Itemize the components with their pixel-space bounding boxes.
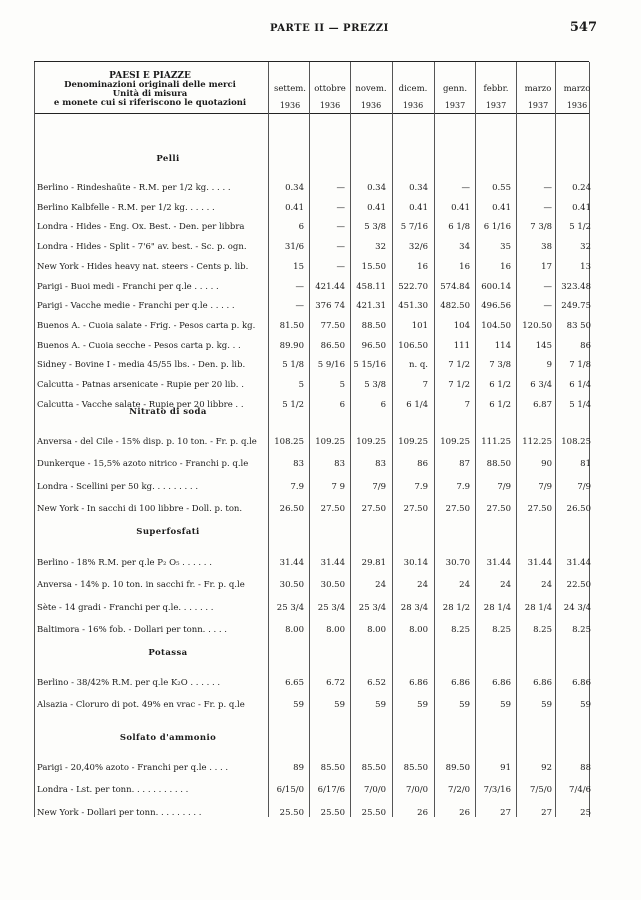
price-cell: 120.50 — [522, 320, 552, 331]
price-cell: 28 1/2 — [442, 602, 470, 613]
price-cell: 109.25 — [440, 437, 470, 447]
section-title: Pelli — [156, 154, 180, 164]
price-cell: 81.50 — [279, 320, 304, 331]
price-cell: 30.50 — [320, 580, 345, 591]
month-header: marzo — [563, 84, 591, 94]
price-cell: — — [295, 281, 304, 292]
price-cell: 24 — [541, 580, 552, 591]
price-cell: 59 — [375, 700, 386, 711]
price-cell: 7.9 — [456, 481, 470, 492]
table-header-rule — [34, 113, 589, 114]
price-cell: 0.41 — [367, 202, 386, 213]
row-label: Parigi - Buoi medi - Franchi per q.le . . . . . — [37, 281, 219, 292]
price-cell: 6.52 — [367, 678, 386, 688]
price-cell: — — [543, 202, 552, 213]
price-cell: 15 — [293, 261, 304, 272]
price-cell: 6 — [380, 399, 386, 410]
price-cell: 8.00 — [326, 624, 345, 635]
price-cell: 16 — [459, 261, 470, 272]
price-cell: 8.00 — [285, 624, 304, 635]
price-cell: 111.25 — [481, 437, 511, 447]
price-cell: 111 — [453, 340, 470, 351]
price-cell: 28 3/4 — [400, 602, 428, 613]
price-cell: 5 1/2 — [569, 222, 591, 233]
price-cell: 31.44 — [566, 558, 591, 568]
price-cell: 15.50 — [361, 261, 386, 272]
row-label: Parigi - 20,40% azoto - Franchi per q.le . . . . — [37, 763, 229, 773]
row-label: Berlino - 38/42% R.M. per q.le K₂O . . . . . . — [37, 678, 221, 688]
price-cell: 7.9 — [414, 481, 428, 492]
price-cell: 27.50 — [486, 503, 511, 514]
row-label: Berlino Kalbfelle - R.M. per 1/2 kg. . . . . . — [37, 202, 215, 213]
price-cell: 26 — [417, 807, 428, 818]
price-cell: 109.25 — [398, 437, 428, 447]
price-cell: 83 — [334, 459, 345, 470]
price-cell: 7/9 — [372, 481, 386, 492]
price-cell: 6 1/2 — [489, 399, 511, 410]
price-cell: 25.50 — [279, 807, 304, 818]
month-header: settem. — [273, 84, 307, 94]
price-cell: — — [336, 183, 345, 193]
price-cell: 25 — [580, 807, 591, 818]
row-label: Dunkerque - 15,5% azoto nitrico - Franchi p. q.le — [37, 459, 249, 470]
price-cell: 112.25 — [522, 437, 552, 447]
price-cell: 7/3/16 — [483, 785, 511, 796]
price-cell: — — [336, 222, 345, 233]
price-cell: 6 1/2 — [489, 380, 511, 390]
price-cell: 24 — [459, 580, 470, 591]
price-cell: 59 — [459, 700, 470, 711]
price-cell: 27.50 — [320, 503, 345, 514]
year-header: 1937 — [527, 101, 549, 110]
price-cell: 6 1/8 — [448, 222, 470, 233]
price-cell: 5 — [339, 380, 345, 390]
price-cell: 7 — [464, 399, 470, 410]
price-cell: 101 — [411, 320, 428, 331]
price-cell: 81 — [580, 459, 591, 470]
price-cell: 87 — [459, 459, 470, 470]
row-label: Buenos A. - Cuoia salate - Frig. - Pesos carta p. kg. — [37, 320, 256, 331]
price-cell: 6 — [298, 222, 304, 233]
header-title: PAESI E PIAZZE — [109, 71, 191, 81]
section-title: Superfosfati — [136, 527, 200, 537]
price-cell: 30.70 — [445, 558, 470, 568]
price-cell: 31.44 — [320, 558, 345, 568]
month-header: genn. — [442, 84, 468, 94]
row-label: Londra - Hides - Eng. Ox. Best. - Den. per libbra — [37, 222, 245, 233]
year-header: 1936 — [279, 101, 301, 110]
price-cell: — — [543, 281, 552, 292]
price-cell: 27 — [541, 807, 552, 818]
price-cell: 32 — [580, 242, 591, 253]
price-cell: 0.34 — [285, 183, 304, 193]
price-cell: 7 1/8 — [569, 360, 591, 371]
row-label: Londra - Lst. per tonn. . . . . . . . . . . — [37, 785, 189, 796]
row-label: New York - Hides heavy nat. steers - Cents p. lib. — [37, 261, 249, 272]
price-cell: 0.41 — [451, 202, 470, 213]
price-cell: 25 3/4 — [317, 602, 345, 613]
price-cell: 421.31 — [356, 301, 386, 312]
price-cell: 109.25 — [356, 437, 386, 447]
price-cell: 7/9 — [538, 481, 552, 492]
price-cell: — — [461, 183, 470, 193]
price-cell: 31.44 — [486, 558, 511, 568]
price-cell: 86 — [580, 340, 591, 351]
year-header: 1937 — [485, 101, 507, 110]
row-label: Londra - Scellini per 50 kg. . . . . . . . . — [37, 481, 199, 492]
price-cell: 0.34 — [409, 183, 428, 193]
price-cell: 451.30 — [398, 301, 428, 312]
price-cell: 482.50 — [440, 301, 470, 312]
price-cell: 7 9 — [331, 481, 345, 492]
price-cell: 6.72 — [326, 678, 345, 688]
price-cell: 8.25 — [492, 624, 511, 635]
price-cell: 6.86 — [409, 678, 428, 688]
section-title: Solfato d'ammonio — [119, 733, 217, 743]
price-cell: 0.41 — [492, 202, 511, 213]
price-cell: 7/0/0 — [364, 785, 386, 796]
price-cell: 59 — [417, 700, 428, 711]
price-cell: 7/0/0 — [406, 785, 428, 796]
month-header: novem. — [355, 84, 387, 94]
price-cell: 145 — [535, 340, 552, 351]
price-cell: 5 — [298, 380, 304, 390]
price-cell: 89 — [293, 763, 304, 773]
price-cell: 7/5/0 — [530, 785, 552, 796]
price-cell: 13 — [580, 261, 591, 272]
row-label: Berlino - Rindeshaüte - R.M. per 1/2 kg. . . . . — [37, 183, 231, 193]
price-cell: 5 3/8 — [364, 222, 386, 233]
price-cell: 25 3/4 — [358, 602, 386, 613]
price-cell: 27 — [500, 807, 511, 818]
year-header: 1936 — [319, 101, 341, 110]
price-cell: 249.75 — [561, 301, 591, 312]
price-cell: 32/6 — [408, 242, 428, 253]
price-cell: 6 1/4 — [569, 380, 591, 390]
row-label: Sète - 14 gradi - Franchi per q.le. . . . . . . — [37, 602, 214, 613]
price-cell: 26.50 — [566, 503, 591, 514]
price-cell: 6 1/4 — [406, 399, 428, 410]
running-head — [0, 20, 641, 36]
price-cell: 83 50 — [566, 320, 591, 331]
price-cell: 26.50 — [279, 503, 304, 514]
row-label: Calcutta - Vacche salate - Rupie per 20 libbre . . — [37, 399, 244, 410]
price-cell: 6 — [339, 399, 345, 410]
price-cell: 30.50 — [279, 580, 304, 591]
row-label: Baltimora - 16% fob. - Dollari per tonn. . . . . — [37, 624, 227, 635]
price-cell: 89.50 — [445, 763, 470, 773]
row-label: Alsazia - Cloruro di pot. 49% en vrac - Fr. p. q.le — [37, 700, 245, 711]
price-cell: n. q. — [408, 360, 428, 371]
price-cell: 7/9 — [497, 481, 511, 492]
price-cell: 6/15/0 — [276, 785, 304, 796]
price-cell: 32 — [375, 242, 386, 253]
running-title: PARTE II — PREZZI — [270, 23, 389, 34]
price-cell: 25.50 — [320, 807, 345, 818]
price-cell: 114 — [494, 340, 511, 351]
price-cell: 25 3/4 — [276, 602, 304, 613]
price-cell: 7/9 — [577, 481, 591, 492]
price-cell: 6 3/4 — [530, 380, 552, 390]
price-cell: 31.44 — [279, 558, 304, 568]
price-cell: 458.11 — [356, 281, 386, 292]
row-label: Berlino - 18% R.M. per q.le P₂ O₅ . . . . . . — [37, 558, 212, 568]
price-cell: 8.25 — [451, 624, 470, 635]
price-cell: 29.81 — [361, 558, 386, 568]
price-cell: 106.50 — [398, 340, 428, 351]
price-cell: 5 1/8 — [282, 360, 304, 371]
price-cell: 7 1/2 — [448, 380, 470, 390]
price-cell: — — [336, 202, 345, 213]
price-cell: 85.50 — [320, 763, 345, 773]
price-cell: 7 3/8 — [489, 360, 511, 371]
price-cell: — — [543, 183, 552, 193]
column-header-description — [40, 72, 260, 108]
price-cell: 91 — [500, 763, 511, 773]
price-cell: 77.50 — [320, 320, 345, 331]
price-cell: 88.50 — [486, 459, 511, 470]
month-header: marzo — [524, 84, 552, 94]
price-cell: 31/6 — [284, 242, 304, 253]
price-cell: 86.50 — [320, 340, 345, 351]
price-cell: 496.56 — [481, 301, 511, 312]
price-cell: 0.41 — [572, 202, 591, 213]
price-cell: 6.86 — [572, 678, 591, 688]
price-cell: 108.25 — [561, 437, 591, 447]
year-header: 1937 — [444, 101, 466, 110]
price-cell: 323.48 — [561, 281, 591, 292]
price-cell: 7 3/8 — [530, 222, 552, 233]
price-cell: 6.65 — [285, 678, 304, 688]
price-cell: 9 — [546, 360, 552, 371]
month-header: ottobre — [314, 84, 346, 94]
price-cell: 59 — [500, 700, 511, 711]
price-cell: 0.41 — [285, 202, 304, 213]
price-cell: 28 1/4 — [483, 602, 511, 613]
table-top-rule — [34, 61, 589, 62]
price-cell: 88.50 — [361, 320, 386, 331]
price-cell: 6.87 — [533, 399, 552, 410]
price-cell: 5 15/16 — [353, 360, 386, 371]
price-cell: 0.41 — [409, 202, 428, 213]
price-cell: 6.86 — [533, 678, 552, 688]
price-cell: 5 9/16 — [317, 360, 345, 371]
price-cell: 24 3/4 — [563, 602, 591, 613]
price-cell: 35 — [500, 242, 511, 253]
header-units: Unità di misura — [112, 89, 188, 99]
price-cell: — — [336, 242, 345, 253]
price-cell: 59 — [541, 700, 552, 711]
price-cell: 0.34 — [367, 183, 386, 193]
price-cell: 27.50 — [527, 503, 552, 514]
price-cell: 16 — [500, 261, 511, 272]
price-cell: 83 — [375, 459, 386, 470]
price-cell: 22.50 — [566, 580, 591, 591]
price-cell: 24 — [500, 580, 511, 591]
price-cell: 600.14 — [481, 281, 511, 292]
price-cell: 5 1/2 — [282, 399, 304, 410]
row-label: Anversa - 14% p. 10 ton. in sacchi fr. - Fr. p. q.le — [37, 580, 245, 591]
price-cell: 109.25 — [315, 437, 345, 447]
price-cell: 92 — [541, 763, 552, 773]
price-cell: 59 — [293, 700, 304, 711]
column-rule — [34, 62, 35, 817]
price-cell: 17 — [541, 261, 552, 272]
header-subtitle: Denominazioni originali delle merci — [64, 80, 236, 90]
price-cell: 8.25 — [533, 624, 552, 635]
price-cell: 376 74 — [315, 301, 345, 312]
price-cell: 86 — [417, 459, 428, 470]
price-cell: 104.50 — [481, 320, 511, 331]
year-header: 1936 — [566, 101, 588, 110]
price-cell: 8.00 — [367, 624, 386, 635]
price-cell: 5 1/4 — [569, 399, 591, 410]
page-number: 547 — [569, 20, 597, 35]
price-cell: 6.86 — [492, 678, 511, 688]
price-cell: 96.50 — [361, 340, 386, 351]
row-label: Calcutta - Patnas arsenicate - Rupie per 20 lib. . — [37, 380, 244, 390]
price-cell: 0.24 — [572, 183, 591, 193]
section-title: Nitrato di soda — [129, 407, 207, 417]
price-cell: 6.86 — [451, 678, 470, 688]
price-cell: 7.9 — [290, 481, 304, 492]
price-cell: 26 — [459, 807, 470, 818]
price-cell: 522.70 — [398, 281, 428, 292]
price-cell: 574.84 — [440, 281, 470, 292]
month-header: dicem. — [398, 84, 428, 94]
price-cell: 0.55 — [492, 183, 511, 193]
price-cell: 7 1/2 — [448, 360, 470, 371]
row-label: Sidney - Bovine I - media 45/55 lbs. - Den. p. lib. — [37, 360, 246, 371]
price-cell: 24 — [375, 580, 386, 591]
price-cell: 7/4/6 — [569, 785, 591, 796]
price-cell: 104 — [453, 320, 470, 331]
row-label: Anversa - del Cile - 15% disp. p. 10 ton. - Fr. p. q.le — [37, 437, 257, 447]
row-label: New York - In sacchi di 100 libbre - Doll. p. ton. — [37, 503, 243, 514]
price-cell: 27.50 — [445, 503, 470, 514]
price-cell: 83 — [293, 459, 304, 470]
header-currency: e monete cui si riferiscono le quotazioni — [53, 98, 247, 108]
price-cell: 88 — [580, 763, 591, 773]
month-header: febbr. — [483, 84, 509, 94]
price-cell: 16 — [417, 261, 428, 272]
price-cell: 89.90 — [279, 340, 304, 351]
price-cell: 421.44 — [315, 281, 345, 292]
price-cell: 5 3/8 — [364, 380, 386, 390]
price-cell: 6/17/6 — [317, 785, 345, 796]
price-cell: — — [336, 261, 345, 272]
price-cell: 34 — [459, 242, 470, 253]
price-cell: 7/2/0 — [448, 785, 470, 796]
section-title: Potassa — [148, 648, 188, 658]
year-header: 1936 — [360, 101, 382, 110]
price-cell: 90 — [541, 459, 552, 470]
price-cell: 8.25 — [572, 624, 591, 635]
price-cell: 27.50 — [361, 503, 386, 514]
price-cell: 5 7/16 — [400, 222, 428, 233]
row-label: New York - Dollari per tonn. . . . . . . . . — [37, 807, 202, 818]
price-cell: 6 1/16 — [483, 222, 511, 233]
price-cell: 8.00 — [409, 624, 428, 635]
price-cell: 7 — [422, 380, 428, 390]
price-cell: — — [295, 301, 304, 312]
price-cell: 30.14 — [403, 558, 428, 568]
year-header: 1936 — [402, 101, 424, 110]
row-label: Londra - Hides - Split - 7'6" av. best. - Sc. p. ogn. — [37, 242, 247, 253]
price-cell: — — [543, 301, 552, 312]
row-label: Parigi - Vacche medie - Franchi per q.le . . . . . — [37, 301, 235, 312]
price-cell: 24 — [417, 580, 428, 591]
price-cell: 25.50 — [361, 807, 386, 818]
row-label: Buenos A. - Cuoia secche - Pesos carta p. kg. . . — [37, 340, 241, 351]
price-cell: 108.25 — [274, 437, 304, 447]
price-cell: 38 — [541, 242, 552, 253]
price-cell: 85.50 — [361, 763, 386, 773]
price-cell: 59 — [334, 700, 345, 711]
price-cell: 85.50 — [403, 763, 428, 773]
price-cell: 27.50 — [403, 503, 428, 514]
price-cell: 59 — [580, 700, 591, 711]
price-cell: 28 1/4 — [524, 602, 552, 613]
price-cell: 31.44 — [527, 558, 552, 568]
